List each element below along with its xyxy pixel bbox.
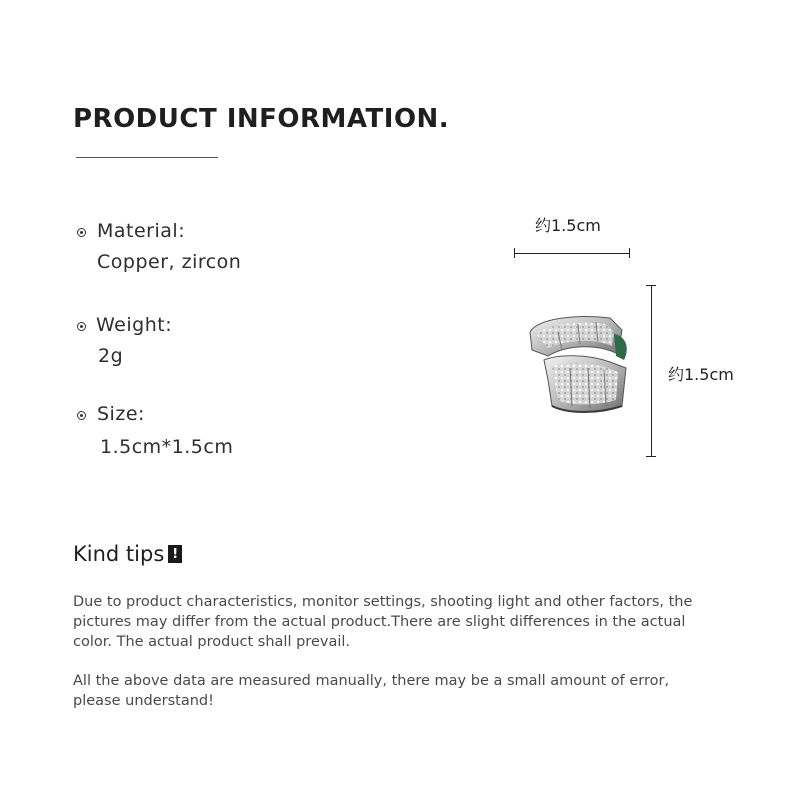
kind-tips-title: Kind tips [73, 542, 165, 566]
spec-size-value: 1.5cm*1.5cm [100, 436, 234, 458]
ring-product-image [518, 310, 640, 420]
width-measure-line [514, 253, 630, 254]
spec-weight-label: Weight: [96, 314, 173, 336]
width-measure-tick-right [629, 248, 630, 258]
width-measure-tick-left [514, 248, 515, 258]
bullet-icon [77, 228, 86, 237]
height-measure-tick-top [646, 285, 656, 286]
spec-size-label: Size: [97, 403, 145, 425]
kind-tips-heading [73, 542, 182, 566]
width-measure-label: 约1.5cm [535, 216, 601, 235]
bullet-icon [77, 322, 86, 331]
height-measure-label: 约1.5cm [668, 365, 734, 384]
spec-material-value: Copper, zircon [97, 251, 242, 273]
bullet-icon [77, 411, 86, 420]
kind-tips-paragraph-1: Due to product characteristics, monitor settings, shooting light and other factors, the pictures may differ from the actual product.There are slight differences in the actual color. The actual product shall prevail. [73, 594, 693, 650]
page-title: PRODUCT INFORMATION. [73, 104, 450, 134]
exclamation-icon: ! [168, 545, 182, 563]
kind-tips-paragraph-2: All the above data are measured manually, there may be a small amount of error, please understand! [73, 673, 670, 709]
spec-weight-value: 2g [98, 345, 124, 367]
spec-material-label: Material: [97, 220, 186, 242]
title-divider [76, 157, 218, 158]
height-measure-line [651, 285, 652, 457]
height-measure-tick-bottom [646, 456, 656, 457]
